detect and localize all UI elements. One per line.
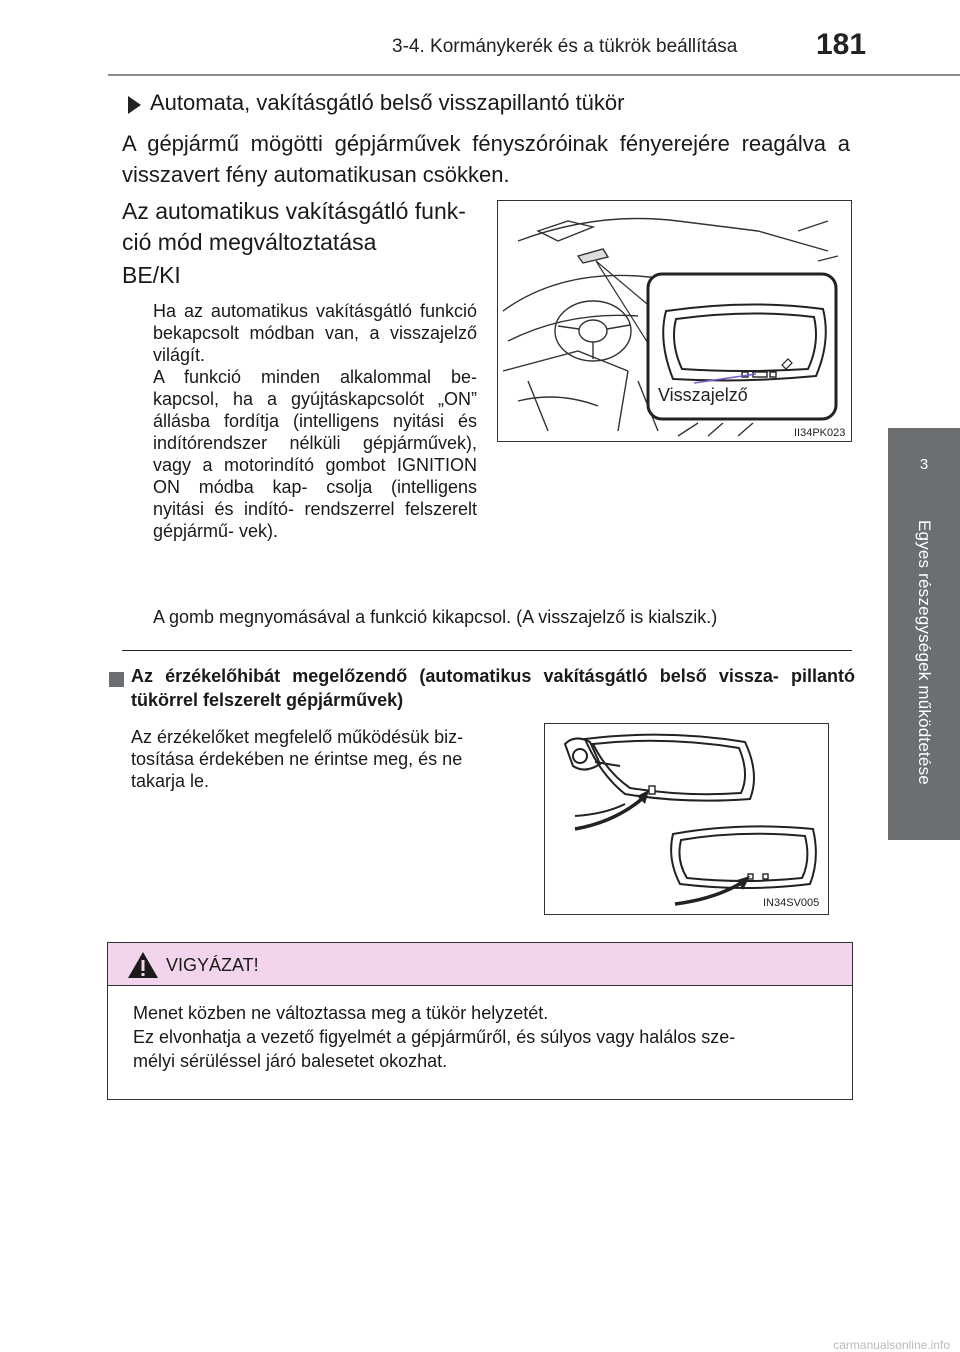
indicator-callout: Visszajelző xyxy=(658,385,748,405)
mirror-sensor-illustration xyxy=(545,724,828,914)
warning-triangle-icon xyxy=(126,950,160,980)
page-number: 181 xyxy=(816,28,867,61)
section-bullet-icon xyxy=(109,672,124,687)
chapter-number-tab xyxy=(888,428,960,500)
sensor-text: Az érzékelőket megfelelő működésük biz- tosítása érdekében ne érintse meg, és ne takarja le. xyxy=(131,727,464,791)
header-divider xyxy=(108,74,960,76)
subheading-arrow-icon xyxy=(128,96,141,114)
warning-line: Ez elvonhatja a vezető figyelmét a gépjárműről, és súlyos vagy halálos sze- xyxy=(133,1027,736,1047)
warning-line: Menet közben ne változtassa meg a tükör helyzetét. xyxy=(133,1003,549,1023)
mode-title: Az automatikus vakításgátló funk- ció mód megváltoztatása xyxy=(122,198,466,255)
figure-mirror-sensors xyxy=(544,723,829,915)
figure-code: II34PK023 xyxy=(794,427,846,439)
intro-paragraph: A gépjármű mögötti gépjárművek fényszóróinak fényerejére reagálva a visszavert fény automatikusan csökken. xyxy=(122,131,850,187)
section-title: 3-4. Kormánykerék és a tükrök beállítása xyxy=(392,36,738,57)
warning-box xyxy=(107,942,853,1100)
warning-title: VIGYÁZAT! xyxy=(166,955,259,975)
chapter-title-wrap xyxy=(889,520,959,830)
warning-body xyxy=(133,1001,843,1073)
warning-header xyxy=(108,943,852,986)
subheading: Automata, vakításgátló belső visszapillantó tükör xyxy=(150,90,625,115)
watermark: carmanualsonline.info xyxy=(833,1338,950,1352)
figure-code: IN34SV005 xyxy=(763,897,820,909)
note-button: A gomb megnyomásával a funkció kikapcsol. (A visszajelző is kialszik.) xyxy=(153,607,718,627)
chapter-number: 3 xyxy=(919,455,929,473)
mode-value: BE/KI xyxy=(122,262,181,288)
warning-line: mélyi sérüléssel járó balesetet okozhat. xyxy=(133,1051,448,1071)
chapter-title: Egyes részegységek működtetése xyxy=(915,520,934,785)
note-indicator: Ha az automatikus vakításgátló funkció bekapcsolt módban van, a visszajelző világít. xyxy=(153,301,477,365)
figure-interior-mirror xyxy=(497,200,852,442)
note-activation: A funkció minden alkalommal be- kapcsol, ha a gyújtáskapcsolót „ON” állásba fordítja (intelligens nyitási és indítórendszer nélküli gépjárművek), vagy a motorindító gombot IGNITION ON módba kap- csolja (intelligens nyitási és indító- rendszerrel felszerelt gépjármű- vek). xyxy=(153,367,477,541)
section-divider xyxy=(122,650,852,651)
sensor-heading: Az érzékelőhibát megelőzendő (automatikus vakításgátló belső vissza- pillantó tükörrel felszerelt gépjárművek) xyxy=(131,666,855,710)
